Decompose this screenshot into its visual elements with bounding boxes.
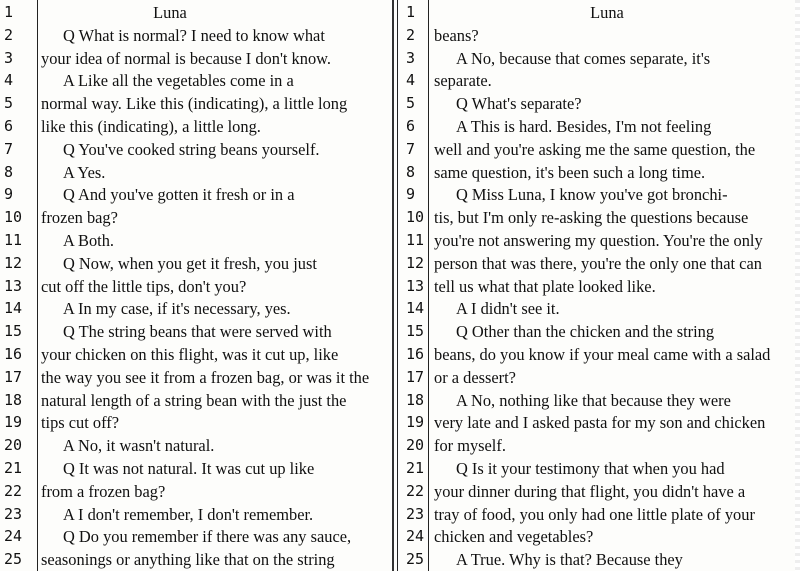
transcript-line (0, 503, 392, 526)
line-text: like this (indicating), a little long. (41, 117, 261, 136)
transcript-line (0, 525, 392, 548)
line-text: Q Now, when you get it fresh, you just (63, 253, 317, 273)
line-number: 12 (4, 253, 23, 272)
transcript-line (0, 229, 392, 252)
line-number: 5 (406, 94, 416, 113)
line-number: 16 (4, 345, 23, 363)
line-number: 8 (4, 162, 14, 181)
transcript-line (0, 275, 392, 298)
line-number: 9 (4, 185, 14, 204)
line-text: you're not answering my question. You're the only (434, 231, 763, 250)
line-text: tips cut off? (41, 413, 119, 433)
line-number: 4 (406, 71, 416, 90)
transcript-line (397, 47, 800, 70)
center-divider (392, 0, 394, 571)
transcript-line (397, 480, 800, 503)
line-number: 1 (406, 3, 416, 21)
line-text: A No, because that comes separate, it's (456, 48, 711, 68)
line-text: from a frozen bag? (41, 481, 166, 501)
line-number: 9 (406, 185, 416, 204)
line-text: very late and I asked pasta for my son and chicken (434, 413, 766, 433)
transcript-line (397, 434, 800, 457)
line-text: seasonings or anything like that on the string (41, 550, 335, 570)
line-text: Q You've cooked string beans yourself. (63, 139, 320, 159)
line-text: beans? (434, 25, 479, 45)
transcript-line (397, 206, 800, 229)
line-text: natural length of a string bean with the just the (41, 390, 347, 410)
line-text: Q And you've gotten it fresh or in a (63, 185, 295, 205)
line-number: 5 (4, 94, 14, 113)
line-number: 10 (4, 208, 23, 227)
transcript-line (397, 1, 800, 24)
line-text: Q What is normal? I need to know what (63, 25, 325, 45)
transcript-line (397, 229, 800, 252)
left-transcript-column (0, 0, 392, 571)
line-number: 1 (4, 3, 14, 21)
line-number: 18 (4, 390, 23, 409)
line-text: tray of food, you only had one little plate of your (434, 504, 755, 524)
transcript-line (0, 548, 392, 571)
line-text: cut off the little tips, don't you? (41, 276, 247, 296)
page-header-witness-name: Luna (590, 3, 624, 22)
line-number: 11 (4, 231, 23, 249)
line-text: normal way. Like this (indicating), a little long (41, 94, 348, 114)
line-text: person that was there, you're the only one that can (434, 253, 762, 273)
transcript-line (0, 47, 392, 70)
line-text: A I don't remember, I don't remember. (63, 504, 314, 524)
transcript-line (397, 92, 800, 115)
line-number: 22 (4, 481, 23, 500)
transcript-line (0, 183, 392, 206)
line-text: A No, nothing like that because they were (456, 390, 731, 410)
line-text: A Yes. (63, 162, 106, 182)
scan-edge-texture (795, 0, 800, 571)
line-text: A Both. (63, 231, 115, 250)
transcript-line (0, 343, 392, 366)
line-number: 20 (4, 436, 23, 455)
line-text: frozen bag? (41, 208, 118, 228)
line-number: 22 (406, 481, 425, 500)
line-text: your chicken on this flight, was it cut up, like (41, 345, 339, 364)
line-number: 16 (406, 345, 425, 363)
line-text: chicken and vegetables? (434, 527, 594, 547)
transcript-line (397, 24, 800, 47)
line-text: A No, it wasn't natural. (63, 436, 215, 456)
transcript-line (397, 297, 800, 320)
line-number: 15 (4, 322, 23, 341)
transcript-line (0, 434, 392, 457)
line-text: the way you see it from a frozen bag, or was it the (41, 367, 370, 387)
line-text: or a dessert? (434, 367, 516, 387)
transcript-line (0, 252, 392, 275)
line-text: A In my case, if it's necessary, yes. (63, 299, 291, 319)
line-text: for myself. (434, 436, 506, 456)
line-number: 25 (406, 550, 425, 569)
line-number: 17 (4, 367, 23, 386)
line-number: 2 (406, 25, 416, 44)
line-text: well and you're asking me the same question, the (434, 139, 756, 159)
line-text: Q Do you remember if there was any sauce, (63, 527, 352, 547)
line-number: 15 (406, 322, 425, 341)
transcript-line (397, 457, 800, 480)
transcript-line (397, 366, 800, 389)
line-number: 6 (406, 117, 416, 135)
line-text: Q Other than the chicken and the string (456, 322, 715, 342)
line-number: 19 (406, 413, 425, 432)
line-text: Q The string beans that were served with (63, 322, 332, 342)
line-text: tell us what that plate looked like. (434, 276, 656, 296)
line-text: beans, do you know if your meal came with a salad (434, 345, 771, 364)
line-text: same question, it's been such a long time. (434, 162, 706, 182)
transcript-line (397, 343, 800, 366)
line-number: 2 (4, 25, 14, 44)
transcript-line (0, 457, 392, 480)
transcript-line (0, 24, 392, 47)
transcript-line (0, 92, 392, 115)
transcript-line (0, 1, 392, 24)
line-number: 7 (406, 139, 416, 158)
line-text: tis, but I'm only re-asking the questions because (434, 208, 749, 228)
line-number: 25 (4, 550, 23, 569)
transcript-line (397, 161, 800, 184)
line-text: Q Is it your testimony that when you had (456, 459, 725, 478)
line-number: 19 (4, 413, 23, 432)
line-number: 14 (406, 299, 425, 318)
line-number: 17 (406, 367, 425, 386)
transcript-line (397, 275, 800, 298)
transcript-line (397, 411, 800, 434)
line-text: A This is hard. Besides, I'm not feeling (456, 117, 712, 136)
line-text: A True. Why is that? Because they (456, 550, 683, 570)
line-number: 12 (406, 253, 425, 272)
transcript-line (0, 366, 392, 389)
right-transcript-column (397, 0, 800, 571)
line-text: Q Miss Luna, I know you've got bronchi- (456, 185, 728, 205)
transcript-line (397, 320, 800, 343)
line-text: A Like all the vegetables come in a (63, 71, 294, 91)
line-number: 8 (406, 162, 416, 181)
transcript-line (0, 115, 392, 138)
line-number: 11 (406, 231, 425, 249)
transcript-line (397, 525, 800, 548)
line-number: 3 (4, 48, 14, 67)
line-number: 24 (406, 527, 425, 546)
line-number: 21 (4, 459, 23, 477)
page-header-witness-name: Luna (153, 3, 187, 22)
line-number: 20 (406, 436, 425, 455)
right-column-edge (397, 0, 398, 571)
left-number-divider (37, 0, 38, 571)
line-number: 18 (406, 390, 425, 409)
transcript-line (397, 503, 800, 526)
line-text: your idea of normal is because I don't know. (41, 48, 332, 68)
line-number: 7 (4, 139, 14, 158)
line-number: 10 (406, 208, 425, 227)
transcript-line (397, 183, 800, 206)
line-text: separate. (434, 71, 492, 91)
transcript-line (397, 69, 800, 92)
line-number: 14 (4, 299, 23, 318)
line-number: 24 (4, 527, 23, 546)
transcript-line (0, 480, 392, 503)
transcript-line (0, 161, 392, 184)
line-text: A I didn't see it. (456, 299, 560, 319)
transcript-line (0, 297, 392, 320)
line-number: 6 (4, 117, 14, 135)
line-text: Q What's separate? (456, 94, 582, 114)
line-number: 4 (4, 71, 14, 90)
line-number: 23 (406, 504, 425, 523)
line-number: 21 (406, 459, 425, 477)
right-number-divider (428, 0, 429, 571)
transcript-line (397, 548, 800, 571)
transcript-line (0, 389, 392, 412)
transcript-line (397, 389, 800, 412)
line-text: your dinner during that flight, you didn't have a (434, 481, 746, 501)
line-number: 23 (4, 504, 23, 523)
line-number: 3 (406, 48, 416, 67)
line-number: 13 (406, 276, 425, 295)
line-number: 13 (4, 276, 23, 295)
transcript-line (397, 138, 800, 161)
transcript-line (0, 69, 392, 92)
transcript-line (0, 138, 392, 161)
transcript-line (397, 252, 800, 275)
transcript-line (397, 115, 800, 138)
line-text: Q It was not natural. It was cut up like (63, 459, 315, 478)
transcript-line (0, 411, 392, 434)
transcript-line (0, 320, 392, 343)
transcript-line (0, 206, 392, 229)
